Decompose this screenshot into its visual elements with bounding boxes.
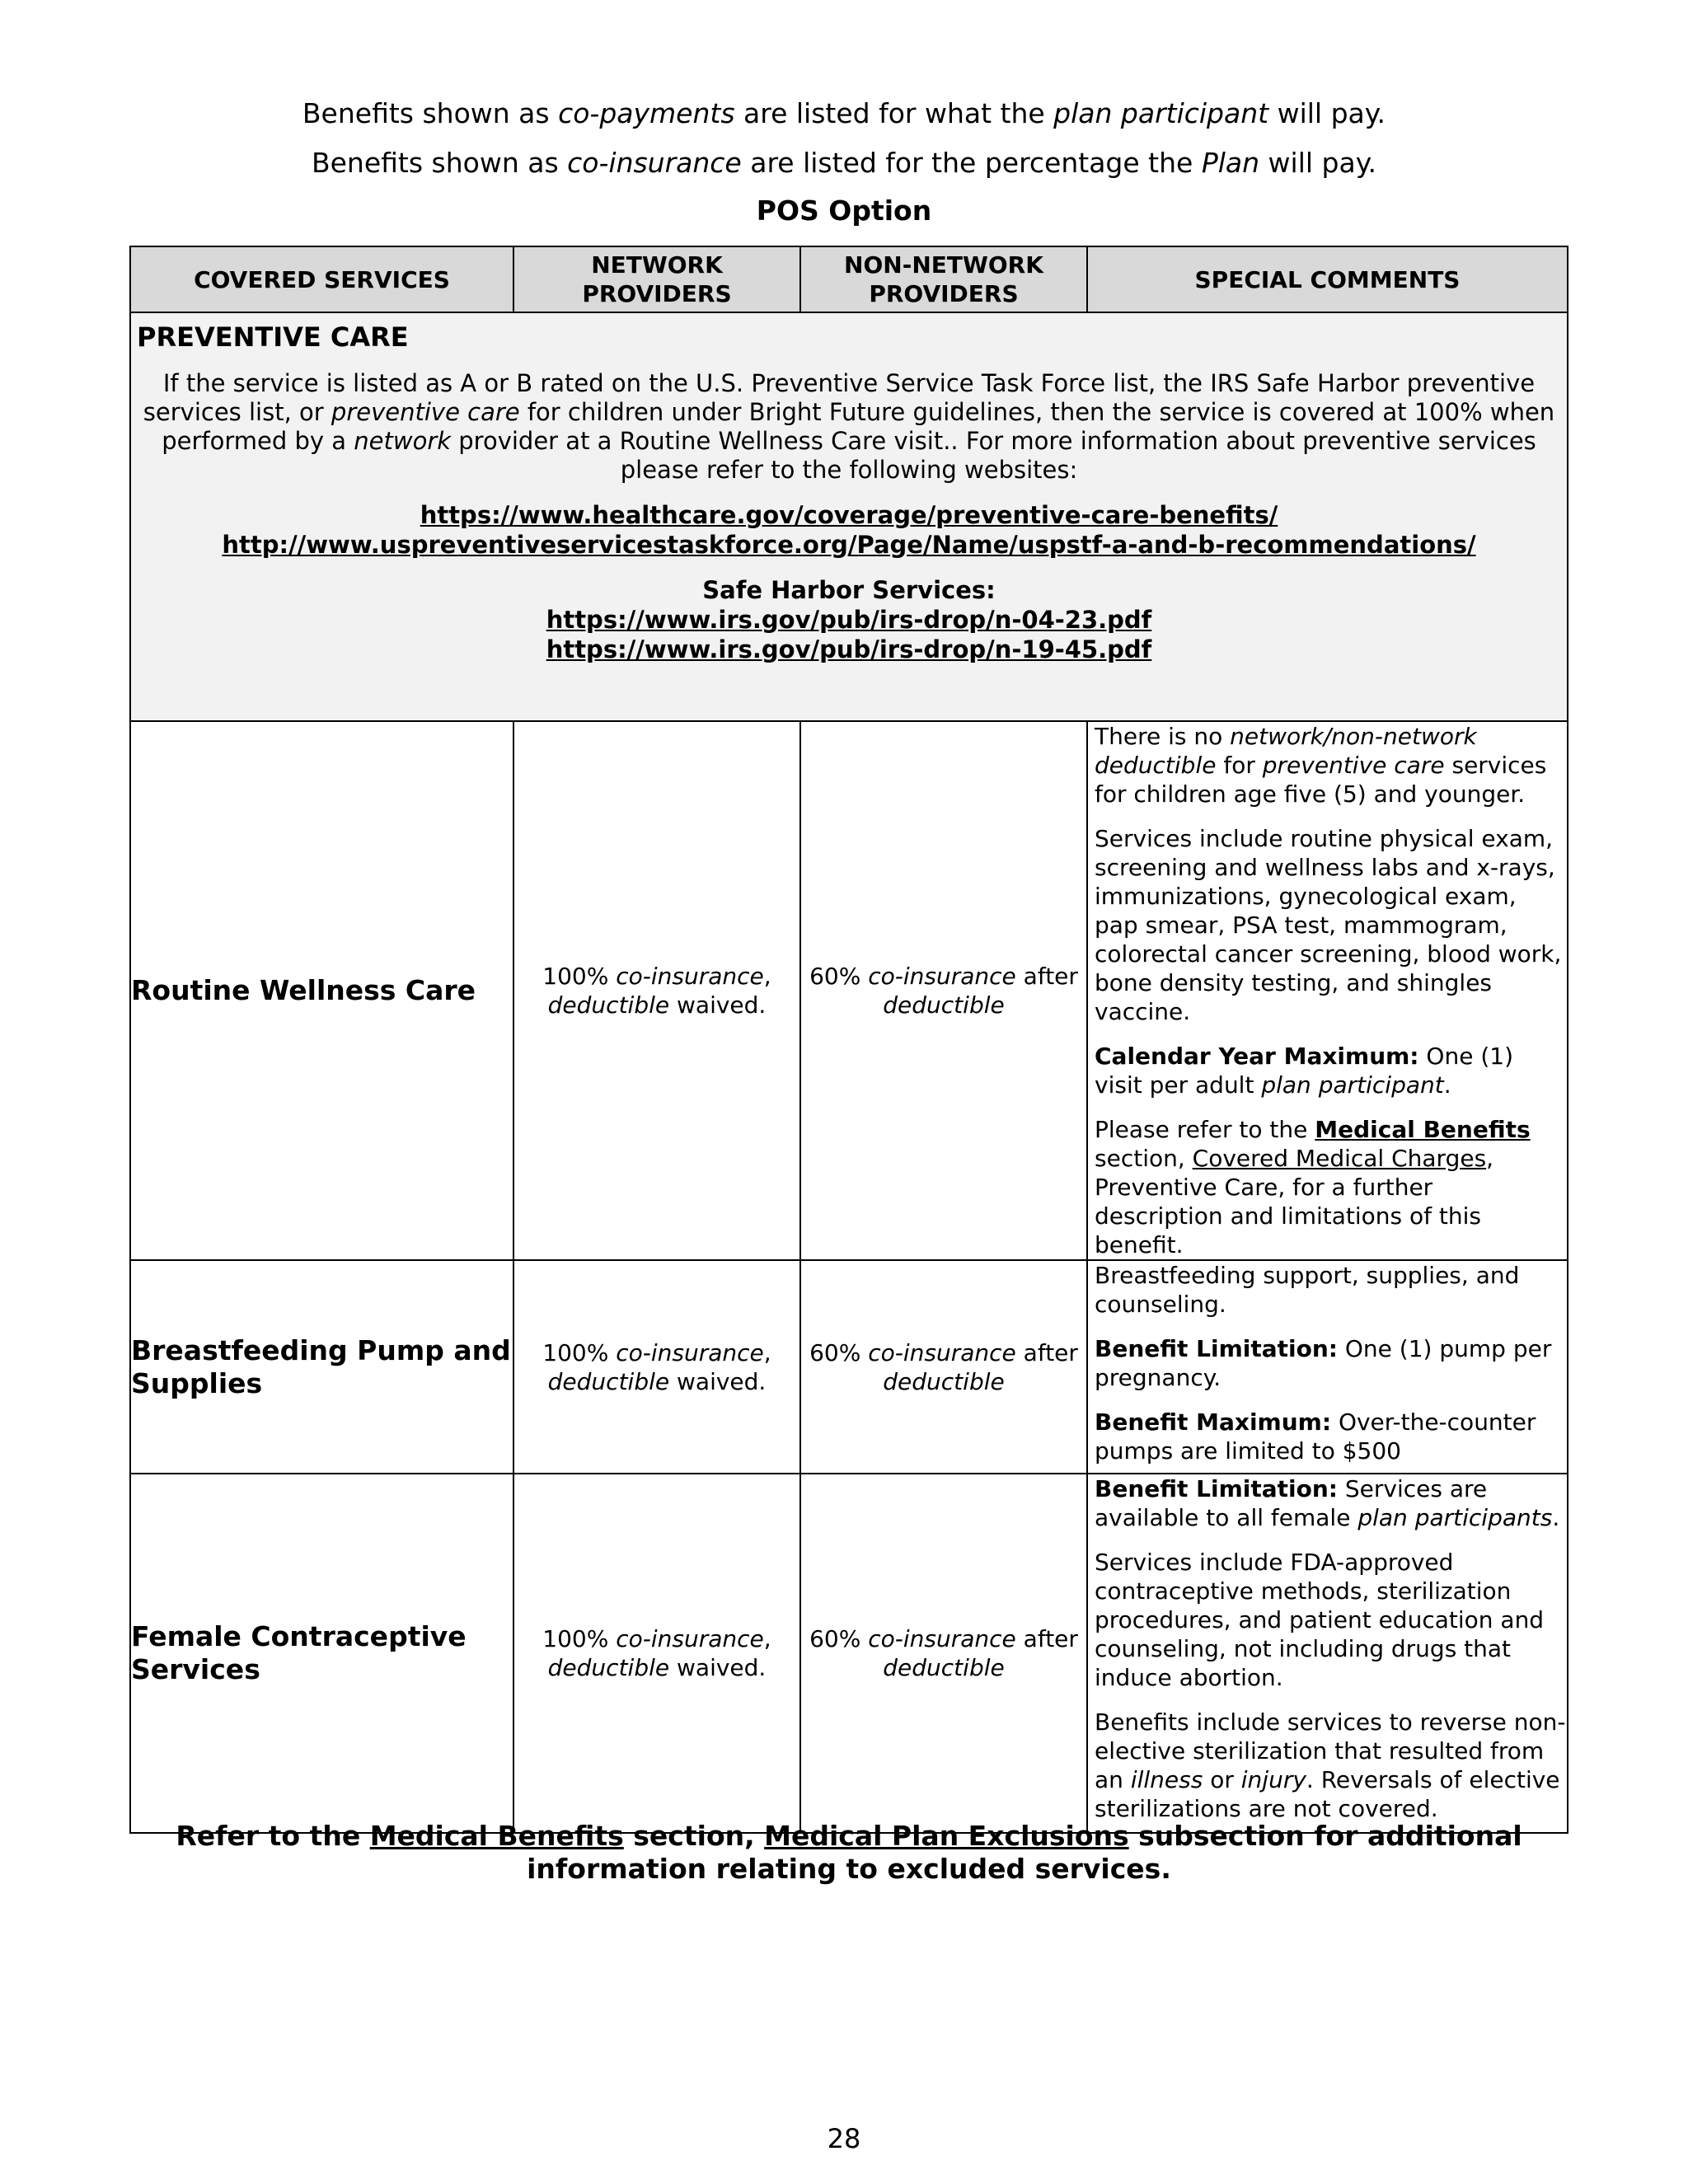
label-calendar-year-maximum: Calendar Year Maximum: (1095, 1043, 1419, 1070)
text: 100% (542, 1625, 617, 1652)
comment-paragraph (1095, 1042, 1567, 1099)
text: , Preventive Care, for a further description and limitations of this benefit. (1095, 1145, 1494, 1258)
special-comments (1087, 1260, 1568, 1474)
link-medical-benefits[interactable]: Medical Benefits (1315, 1116, 1531, 1143)
term-network: network (354, 427, 452, 455)
safe-harbor-label: Safe Harbor Services: (702, 576, 996, 604)
link-medical-benefits[interactable]: Medical Benefits (369, 1820, 624, 1852)
link-medical-plan-exclusions[interactable]: Medical Plan Exclusions (764, 1820, 1129, 1852)
non-network-benefit (800, 1474, 1087, 1833)
term-preventive-care: preventive care (331, 398, 520, 426)
text: Refer to the (176, 1820, 370, 1852)
term-co-insurance: co-insurance (616, 1625, 764, 1652)
text: Benefits include services to reverse non-elective sterilization that resulted from an (1095, 1708, 1566, 1793)
comment-paragraph: Breastfeeding support, supplies, and counseling. (1095, 1262, 1520, 1318)
text: section, (623, 1820, 765, 1852)
term-deductible: deductible (547, 991, 670, 1019)
term-co-insurance: co-insurance (868, 963, 1016, 990)
table-row (130, 1260, 1568, 1474)
safe-harbor-links (131, 575, 1567, 664)
term-co-insurance: co-insurance (616, 1338, 764, 1366)
term-network-non-network-deductible: network/non-network deductible (1095, 723, 1477, 779)
comment-paragraph (1095, 1115, 1567, 1259)
network-benefit (513, 721, 800, 1260)
preventive-care-description (131, 353, 1567, 485)
term-plan: Plan (1201, 147, 1260, 179)
text: section, (1095, 1145, 1193, 1172)
text: after (1015, 1625, 1078, 1652)
text: 60% (809, 963, 869, 990)
text: , (763, 963, 771, 990)
service-name: Routine Wellness Care (130, 721, 513, 1260)
network-benefit (513, 1474, 800, 1833)
text: 100% (542, 1338, 617, 1366)
term-illness: illness (1130, 1766, 1203, 1793)
label-benefit-maximum: Benefit Maximum: (1095, 1408, 1332, 1436)
text: after (1015, 963, 1078, 990)
term-co-payments: co-payments (558, 97, 735, 129)
comment-paragraph (1095, 1334, 1567, 1392)
term-co-insurance: co-insurance (616, 963, 764, 990)
text: . (1443, 1071, 1451, 1099)
page-number: 28 (827, 2123, 861, 2154)
service-name: Female Contraceptive Services (130, 1474, 513, 1833)
term-plan-participant: plan participant (1053, 97, 1269, 129)
service-name: Breastfeeding Pump and Supplies (130, 1260, 513, 1474)
term-deductible: deductible (547, 1367, 670, 1395)
term-co-insurance: co-insurance (868, 1625, 1016, 1652)
text: are listed for what the (734, 97, 1054, 129)
term-deductible: deductible (883, 1654, 1005, 1681)
text: after (1015, 1338, 1078, 1366)
text: 100% (542, 963, 617, 990)
text: If the service is listed as A or B rated on the U.S. Preventive Service Task Force list, the IRS Safe Harbor preventive services list, or (143, 369, 1536, 426)
term-co-insurance: co-insurance (567, 147, 742, 179)
text: for children under Bright Future guidelines, then the service is covered at 100% when performed by a (162, 398, 1555, 455)
term-plan-participants: plan participants (1357, 1504, 1553, 1531)
term-plan-participant: plan participant (1261, 1071, 1444, 1099)
comment-paragraph (1095, 1708, 1567, 1823)
text: Benefits shown as (302, 97, 559, 129)
text: 60% (809, 1625, 869, 1652)
label-benefit-limitation: Benefit Limitation: (1095, 1475, 1338, 1502)
link-irs-n-19-45[interactable]: https://www.irs.gov/pub/irs-drop/n-19-45.pdf (546, 635, 1152, 663)
intro-coinsurance-line (0, 147, 1688, 179)
table-row (130, 721, 1568, 1260)
header-non-network-providers: NON-NETWORK PROVIDERS (800, 246, 1087, 312)
header-covered-services: COVERED SERVICES (130, 246, 513, 312)
text: Please refer to the (1095, 1116, 1315, 1143)
header-special-comments: SPECIAL COMMENTS (1087, 246, 1568, 312)
text: . Reversals of elective sterilizations are not covered. (1095, 1766, 1560, 1822)
preventive-links (131, 500, 1567, 560)
comment-paragraph (1095, 1474, 1567, 1532)
link-irs-n-04-23[interactable]: https://www.irs.gov/pub/irs-drop/n-04-23.pdf (546, 606, 1152, 634)
text: are listed for the percentage the (741, 147, 1202, 179)
text: will pay. (1259, 147, 1377, 179)
special-comments (1087, 721, 1568, 1260)
preventive-care-cell (130, 312, 1568, 721)
term-deductible: deductible (547, 1654, 670, 1681)
preventive-care-title: PREVENTIVE CARE (137, 321, 409, 353)
link-uspstf[interactable]: http://www.uspreventiveservicestaskforce.org/Page/Name/uspstf-a-and-b-recommendations/ (222, 531, 1476, 559)
text: will pay. (1268, 97, 1386, 129)
term-preventive-care: preventive care (1262, 752, 1445, 779)
option-title: POS Option (756, 194, 932, 227)
intro-copayments-line (0, 97, 1688, 129)
text: waived. (669, 1654, 767, 1681)
text: One (1) pump per pregnancy. (1095, 1335, 1552, 1391)
exclusions-note (124, 1820, 1574, 1886)
special-comments (1087, 1474, 1568, 1833)
term-injury: injury (1240, 1766, 1306, 1793)
benefits-table (129, 246, 1568, 1834)
comment-paragraph: Services include FDA-approved contraceptive methods, sterilization procedures, and patient education and counseling, not including drugs that induce abortion. (1095, 1549, 1545, 1691)
text: provider at a Routine Wellness Care visit.. For more information about preventive services please refer to the following websites: (451, 427, 1536, 484)
link-covered-medical-charges[interactable]: Covered Medical Charges (1192, 1145, 1487, 1172)
preventive-care-row (130, 312, 1568, 721)
term-co-insurance: co-insurance (868, 1338, 1016, 1366)
text: , (763, 1625, 771, 1652)
label-benefit-limitation: Benefit Limitation: (1095, 1335, 1338, 1362)
text: Benefits shown as (311, 147, 568, 179)
comment-paragraph: Services include routine physical exam, screening and wellness labs and x-rays, immunizations, gynecological exam, pap smear, PSA test, mammogram, colorectal cancer screening, blood work, bone density testing, and shingles vaccine. (1095, 825, 1562, 1025)
header-row (130, 246, 1568, 312)
text: or (1203, 1766, 1241, 1793)
non-network-benefit (800, 1260, 1087, 1474)
text: waived. (669, 1367, 767, 1395)
text: , (763, 1338, 771, 1366)
link-healthcare-gov[interactable]: https://www.healthcare.gov/coverage/preventive-care-benefits/ (420, 501, 1278, 529)
text: There is no (1095, 723, 1231, 750)
text: waived. (669, 991, 767, 1019)
term-deductible: deductible (883, 991, 1005, 1019)
header-network-providers: NETWORK PROVIDERS (513, 246, 800, 312)
term-deductible: deductible (883, 1367, 1005, 1395)
non-network-benefit (800, 721, 1087, 1260)
text: services for children age five (5) and younger. (1095, 752, 1547, 808)
text: Services are available to all female (1095, 1475, 1488, 1531)
text: One (1) visit per adult (1095, 1043, 1513, 1099)
comment-paragraph (1095, 1408, 1567, 1465)
table-row (130, 1474, 1568, 1833)
text: Over-the-counter pumps are limited to $500 (1095, 1408, 1536, 1465)
text: subsection for additional information relating to excluded services. (527, 1820, 1522, 1885)
comment-paragraph (1095, 722, 1567, 808)
text: . (1552, 1504, 1560, 1531)
text: 60% (809, 1338, 869, 1366)
text: for (1216, 752, 1263, 779)
network-benefit (513, 1260, 800, 1474)
